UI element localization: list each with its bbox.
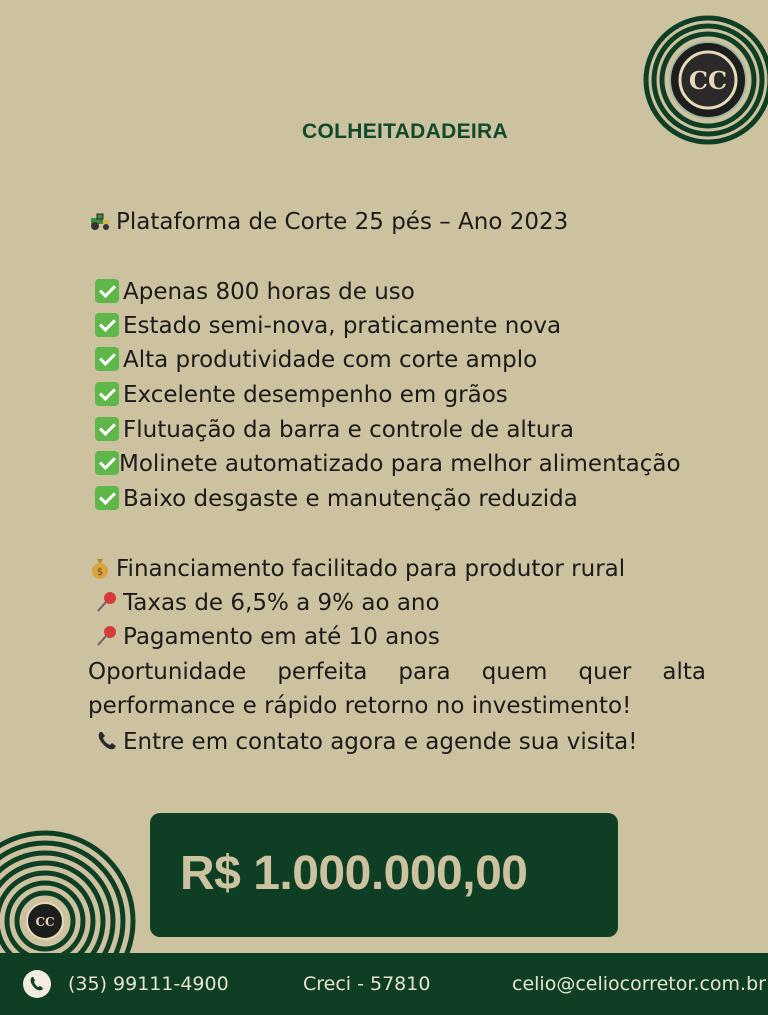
- feature-item: [95, 450, 681, 478]
- rate-line: [95, 589, 440, 617]
- rate-text: Taxas de 6,5% a 9% ao ano: [123, 590, 440, 616]
- telephone-icon: [95, 729, 119, 753]
- svg-text:$: $: [96, 567, 104, 578]
- headline-line: [88, 208, 568, 236]
- term-line: [95, 623, 440, 651]
- feature-item: [95, 416, 574, 444]
- term-text: Pagamento em até 10 anos: [123, 624, 440, 650]
- page-title: COLHEITADADEIRA: [302, 120, 508, 143]
- headline-text: Plataforma de Corte 25 pés – Ano 2023: [116, 209, 569, 235]
- footer-bar: [0, 953, 768, 1015]
- feature-text: Excelente desempenho em grãos: [123, 382, 508, 408]
- feature-text: Molinete automatizado para melhor alimentação: [119, 451, 681, 477]
- check-icon: [95, 451, 119, 475]
- check-icon: [95, 417, 119, 441]
- feature-text: Baixo desgaste e manutenção reduzida: [123, 486, 578, 512]
- check-icon: [95, 382, 119, 406]
- feature-text: Alta produtividade com corte amplo: [123, 347, 538, 373]
- finance-line: [88, 555, 625, 583]
- contact-cta-text: Entre em contato agora e agende sua visita!: [123, 729, 638, 755]
- feature-item: [95, 312, 561, 340]
- price-value: R$ 1.000.000,00: [180, 847, 528, 900]
- feature-item: [95, 485, 578, 513]
- opportunity-paragraph: Oportunidade perfeita para quem quer alta performance e rápido retorno no investimento!: [88, 659, 706, 719]
- check-icon: [95, 347, 119, 371]
- pushpin-icon: [95, 624, 119, 648]
- finance-text: Financiamento facilitado para produtor rural: [116, 556, 626, 582]
- money-bag-icon: [88, 556, 112, 580]
- tractor-icon: [88, 209, 112, 233]
- feature-item: [95, 381, 508, 409]
- feature-text: Apenas 800 horas de uso: [123, 279, 415, 305]
- footer-phone[interactable]: (35) 99111-4900: [68, 973, 229, 995]
- feature-item: [95, 346, 537, 374]
- check-icon: [95, 313, 119, 337]
- logo-bottom: [0, 826, 140, 954]
- logo-top-text: CC: [688, 66, 728, 95]
- contact-cta-line: [95, 728, 637, 756]
- phone-icon: [23, 970, 51, 998]
- pushpin-icon: [95, 590, 119, 614]
- feature-text: Flutuação da barra e controle de altura: [123, 417, 574, 443]
- logo-bottom-text: CC: [35, 915, 55, 929]
- price-box: [150, 813, 618, 937]
- footer-creci: Creci - 57810: [303, 973, 431, 995]
- check-icon: [95, 279, 119, 303]
- check-icon: [95, 486, 119, 510]
- feature-text: Estado semi-nova, praticamente nova: [123, 313, 562, 339]
- footer-email[interactable]: celio@celiocorretor.com.br: [512, 973, 766, 995]
- feature-item: [95, 278, 415, 306]
